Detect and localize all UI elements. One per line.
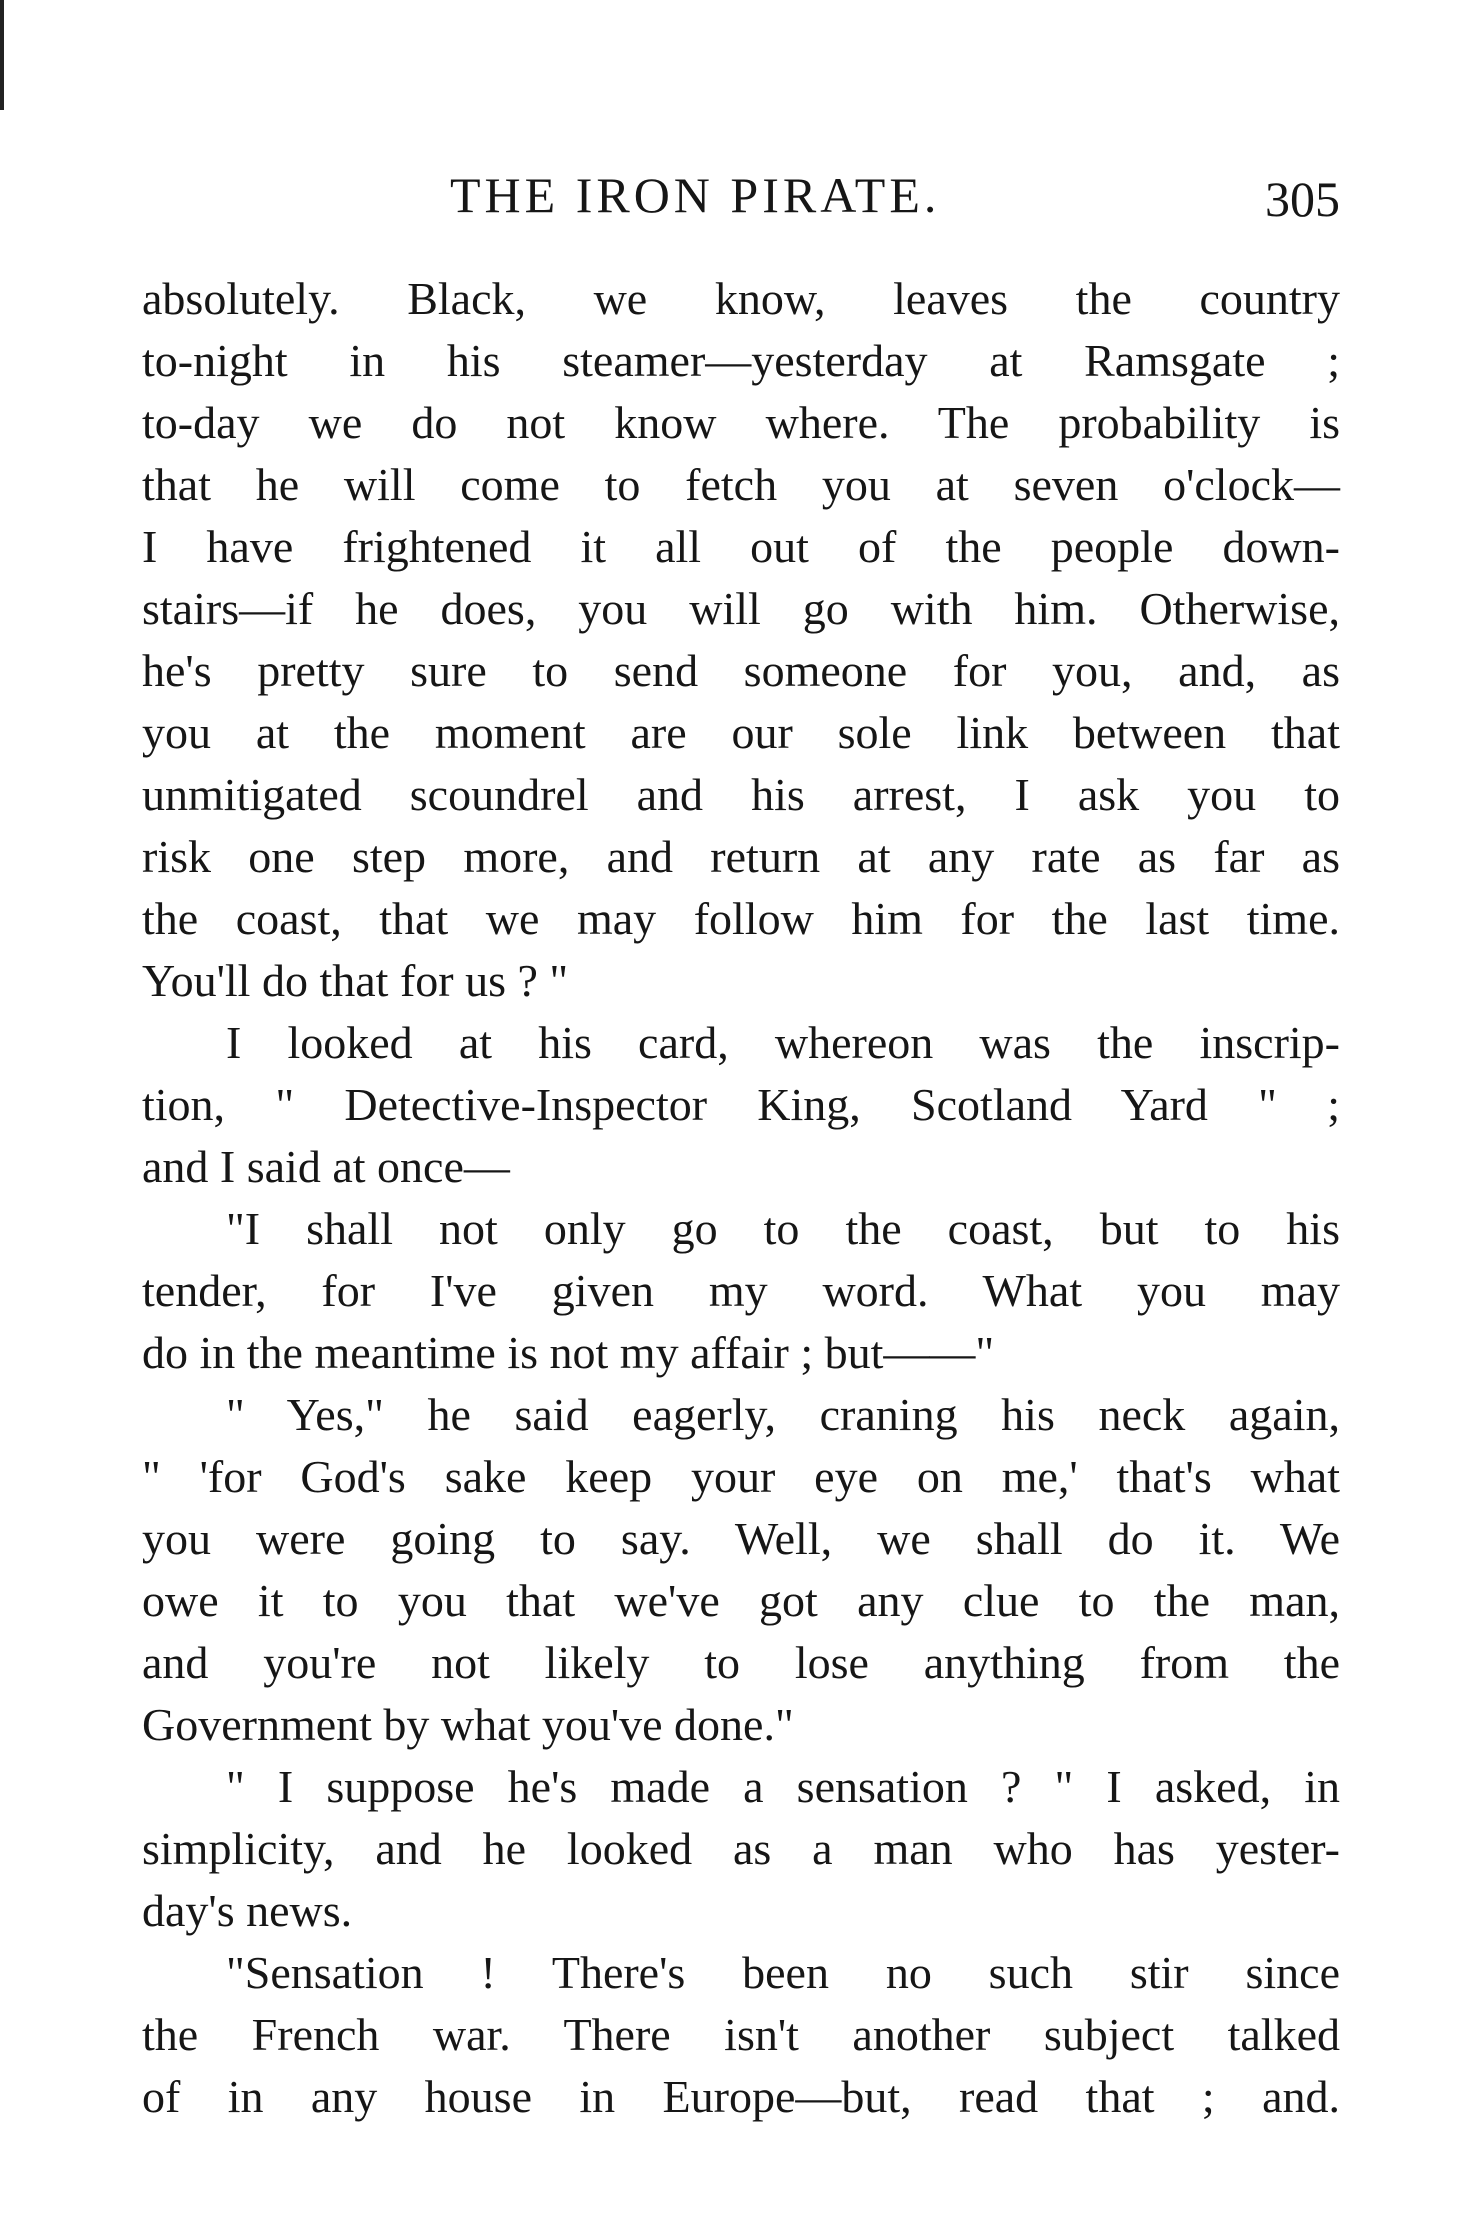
text-line: I have frightened it all out of the people down- [142,521,1340,572]
text-line: I looked at his card, whereon was the inscrip- [226,1017,1340,1068]
text-line: the coast, that we may follow him for the last time. [142,893,1340,944]
text-line: " I suppose he's made a sensation ? " I asked, in [226,1761,1340,1812]
text-line: and you're not likely to lose anything from the [142,1637,1340,1688]
text-line: owe it to you that we've got any clue to the man, [142,1575,1340,1626]
text-line: of in any house in Europe—but, read that ; and. [142,2071,1340,2122]
text-line: " Yes," he said eagerly, craning his neck again, [226,1389,1340,1440]
body-text [142,268,1340,2128]
text-line: You'll do that for us ? " [142,955,569,1006]
text-line: stairs—if he does, you will go with him. Otherwise, [142,583,1340,634]
text-line: you were going to say. Well, we shall do it. We [142,1513,1340,1564]
running-head [140,160,1340,230]
text-line: absolutely. Black, we know, leaves the country [142,273,1340,324]
text-line: " 'for God's sake keep your eye on me,' that's what [142,1451,1340,1502]
text-line: risk one step more, and return at any rate as far as [142,831,1340,882]
text-line: "I shall not only go to the coast, but to his [226,1203,1340,1254]
text-line: you at the moment are our sole link between that [142,707,1340,758]
text-line: that he will come to fetch you at seven o'clock— [142,459,1340,510]
text-line: tender, for I've given my word. What you may [142,1265,1340,1316]
text-line: tion, " Detective-Inspector King, Scotland Yard " ; [142,1079,1340,1130]
page-number: 305 [1265,171,1340,227]
text-line: day's news. [142,1885,353,1936]
text-line: "Sensation ! There's been no such stir since [226,1947,1340,1998]
page-edge-mark [0,0,4,110]
text-line: he's pretty sure to send someone for you, and, as [142,645,1340,696]
text-line: and I said at once— [142,1141,510,1192]
text-line: unmitigated scoundrel and his arrest, I ask you to [142,769,1340,820]
text-line: Government by what you've done." [142,1699,794,1750]
text-line: to-day we do not know where. The probability is [142,397,1340,448]
text-line: do in the meantime is not my affair ; but——" [142,1327,995,1378]
text-line: simplicity, and he looked as a man who has yester- [142,1823,1340,1874]
text-line: to-night in his steamer—yesterday at Ramsgate ; [142,335,1340,386]
running-title: THE IRON PIRATE. [450,167,941,223]
text-line: the French war. There isn't another subject talked [142,2009,1340,2060]
